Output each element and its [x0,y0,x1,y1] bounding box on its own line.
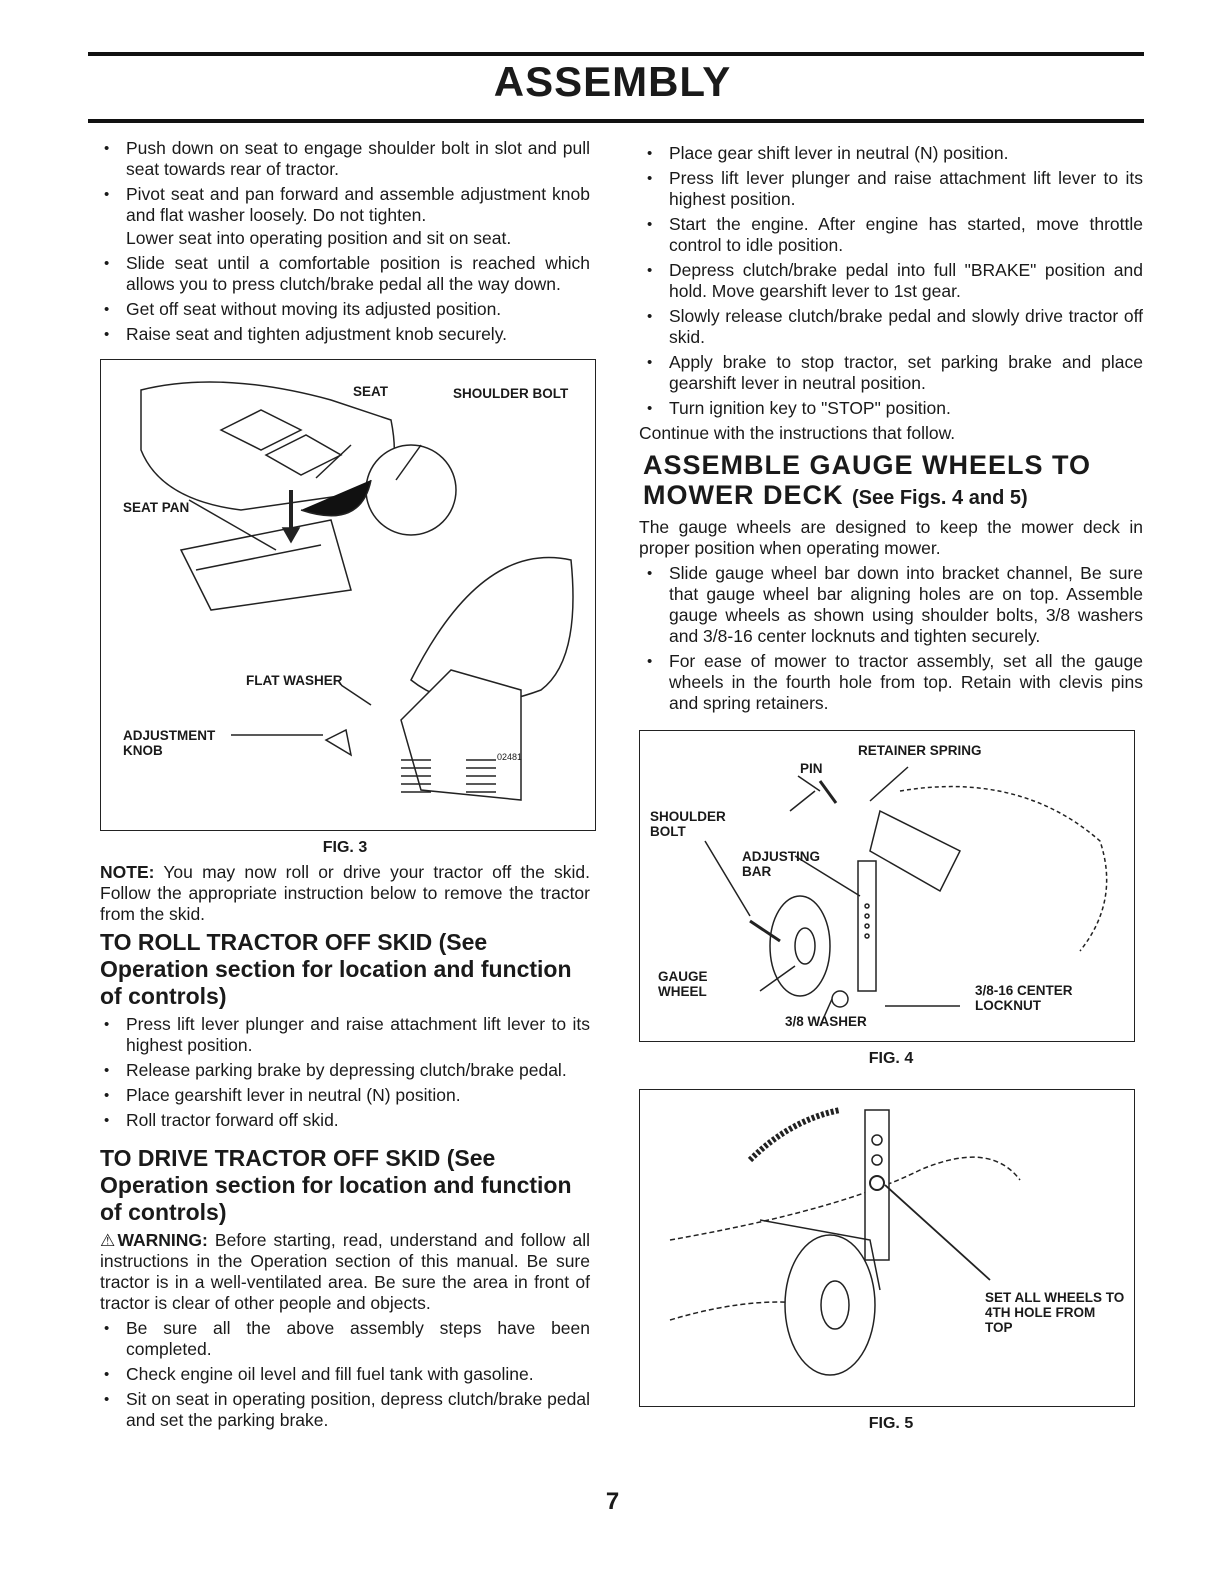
list-item: • Be sure all the above assembly steps have been completed. [100,1318,590,1360]
list-item: • Apply brake to stop tractor, set parking brake and place gearshift lever in neutral position. [643,352,1143,394]
list-item: • Check engine oil level and fill fuel tank with gasoline. [100,1364,590,1385]
list-item: • Roll tractor forward off skid. [100,1110,590,1131]
drive-steps-list [643,143,1143,419]
title-underline [88,119,1144,123]
list-item: • Press lift lever plunger and raise attachment lift lever to its highest position. [100,1014,590,1056]
seat-adjust-list-2 [100,253,590,345]
figure-4-caption: FIG. 4 [868,1050,914,1067]
gauge-wheel-hole-illustration [640,1090,1134,1406]
right-column [639,143,1143,1438]
list-item: • Raise seat and tighten adjustment knob securely. [100,324,590,345]
list-item: • Press lift lever plunger and raise attachment lift lever to its highest position. [643,168,1143,210]
gauge-heading-sub: (See Figs. 4 and 5) [852,487,1028,509]
label-adjusting-bar: ADJUSTING BAR [742,849,821,879]
page-title: ASSEMBLY [493,58,732,105]
label-center-locknut: 3/8-16 CENTER LOCKNUT [975,983,1073,1013]
list-item: • Slide gauge wheel bar down into bracket channel, Be sure that gauge wheel bar aligning holes are on top. Assemble gauge wheels as shown using shoulder bolts, 3/8 washers and 3/8-16 center locknuts and tighten securely. [643,563,1143,647]
list-item: • Place gearshift lever in neutral (N) position. [100,1085,590,1106]
list-item: • Start the engine. After engine has started, move throttle control to idle position. [643,214,1143,256]
label-seat: SEAT [353,384,389,399]
label-adjustment-knob: ADJUSTMENT KNOB [123,728,216,758]
page-number: 7 [605,1488,620,1515]
label-shoulder-bolt: SHOULDER BOLT [453,386,569,401]
figure-3-caption: FIG. 3 [322,839,368,856]
label-set-wheels: SET ALL WHEELS TO 4TH HOLE FROM TOP [985,1290,1125,1335]
warning-text: Before starting, read, understand and follow all instructions in the Operation section of this manual. Be sure tractor is in a well-ventilated area. Be sure the area in front of tractor is clear of other people and objects. [100,1230,590,1313]
gauge-intro: The gauge wheels are designed to keep the mower deck in proper position when operating mower. [639,517,1143,558]
roll-heading: TO ROLL TRACTOR OFF SKID (See Operation section for location and function of controls) [100,929,572,1009]
top-rule [88,52,1144,56]
label-retainer-spring: RETAINER SPRING [858,743,982,758]
list-item: • Slowly release clutch/brake pedal and slowly drive tractor off skid. [643,306,1143,348]
note-paragraph [100,862,590,925]
list-item: • Turn ignition key to "STOP" position. [643,398,1143,419]
warning-label: WARNING: [117,1230,208,1250]
list-item: • Slide seat until a comfortable position is reached which allows you to press clutch/brake pedal all the way down. [100,253,590,295]
gauge-list [643,563,1143,714]
drive-heading: TO DRIVE TRACTOR OFF SKID (See Operation section for location and function of controls) [100,1145,572,1225]
roll-list [100,1014,590,1131]
indented-text: Lower seat into operating position and sit on seat. [126,228,512,248]
label-flat-washer: FLAT WASHER [246,673,343,688]
label-washer: 3/8 WASHER [785,1014,867,1029]
list-item: • Release parking brake by depressing clutch/brake pedal. [100,1060,590,1081]
label-pin: PIN [800,761,823,776]
label-shoulder-bolt: SHOULDER BOLT [650,809,726,839]
figure-5-caption: FIG. 5 [868,1415,914,1432]
figure-3 [100,359,596,831]
continue-text: Continue with the instructions that follow. [639,423,956,443]
list-item: • Place gear shift lever in neutral (N) position. [643,143,1143,164]
label-gauge-wheel: GAUGE WHEEL [658,969,708,999]
list-item: • Push down on seat to engage shoulder bolt in slot and pull seat towards rear of tractor. [100,138,590,180]
seat-adjust-list [100,138,590,226]
label-figure-code: 02481 [497,752,523,762]
warning-paragraph [100,1230,590,1314]
left-column [100,138,590,1435]
drive-list [100,1318,590,1431]
label-seat-pan: SEAT PAN [123,500,190,515]
warning-icon: ⚠ [100,1231,118,1250]
list-item: • For ease of mower to tractor assembly, set all the gauge wheels in the fourth hole from top. Retain with clevis pins and spring retainers. [643,651,1143,714]
note-text: You may now roll or drive your tractor off the skid. Follow the appropriate instruction below to remove the tractor from the skid. [100,862,590,924]
list-item: • Pivot seat and pan forward and assemble adjustment knob and flat washer loosely. Do not tighten. [100,184,590,226]
gauge-heading-main: ASSEMBLE GAUGE WHEELS TO MOWER DECK [643,450,1092,510]
figure-5 [639,1089,1135,1407]
list-item: • Depress clutch/brake pedal into full "BRAKE" position and hold. Move gearshift lever to 1st gear. [643,260,1143,302]
note-label: NOTE: [100,862,155,882]
list-item: • Sit on seat in operating position, depress clutch/brake pedal and set the parking brake. [100,1389,590,1431]
gauge-heading [643,450,1143,513]
list-item: • Get off seat without moving its adjusted position. [100,299,590,320]
figure-4 [639,730,1135,1042]
